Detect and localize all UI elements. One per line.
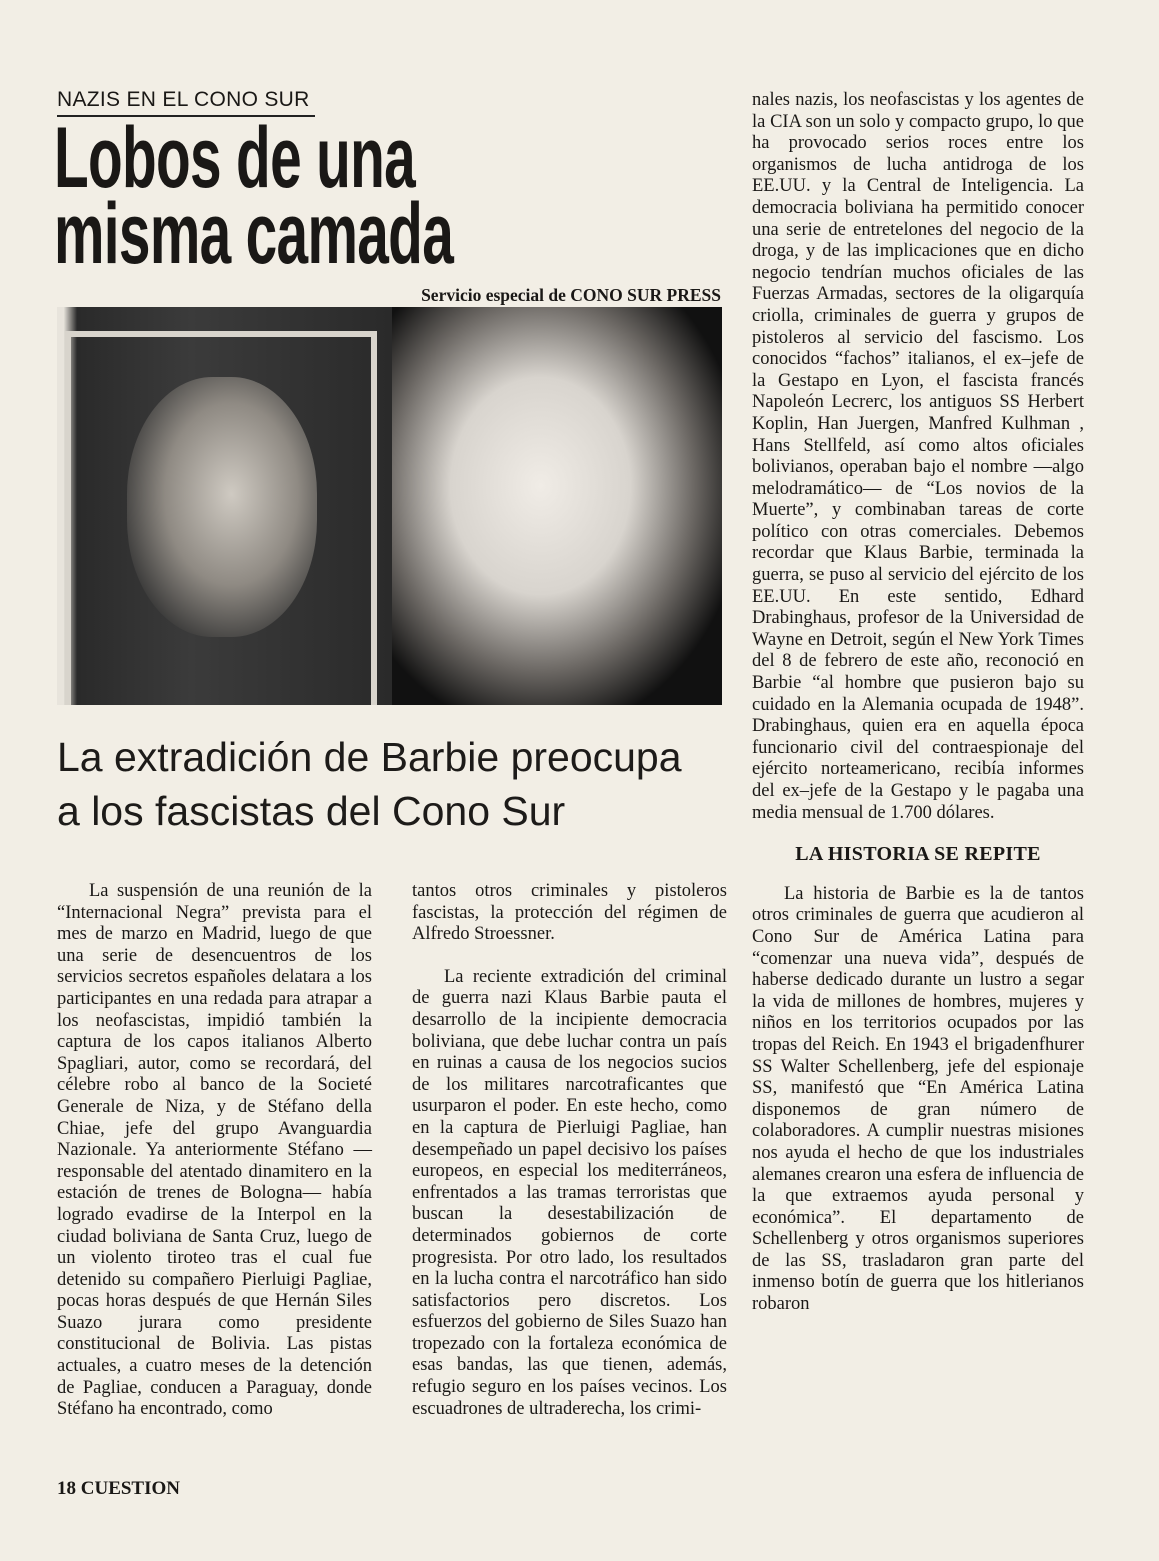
subheadline [57,730,682,838]
paragraph: La suspensión de una reunión de la “Internacional Negra” prevista para el mes de marzo en Madrid, luego de que una serie de desencuentros de los servicios secretos españoles delatara a los participantes en una redada para atrapar a los neofascistas, impidió también la captura de los capos italianos Alberto Spagliari, autor, como se recordará, del célebre robo al banco de la Societé Generale de Niza, y de Stéfano della Chiae, jefe del grupo Avanguardia Nazionale. Ya anteriormente Stéfano — responsable del atentado dinamitero en la estación de trenes de Bologna— había logrado evadirse de la Interpol en la ciudad boliviana de Santa Cruz, luego de un violento tiroteo tras el cual fue detenido su compañero Pierluigi Pagliae, pocas horas después de que Hernán Siles Suazo jurara como presidente constitucional de Bolivia. Las pistas actuales, a cuatro meses de la detención de Pagliae, conducen a Paraguay, donde Stéfano ha encontrado, como [57,881,372,1420]
photo-young-man [57,307,392,705]
subheadline-line-1: La extradición de Barbie preocupa [57,734,682,780]
column-2 [412,881,727,1420]
byline-credit: Servicio especial de CONO SUR PRESS [421,285,721,305]
photo-older-man [392,307,722,705]
column-1 [57,881,372,1421]
section-heading: LA HISTORIA SE REPITE [795,843,1041,866]
paragraph: La historia de Barbie es la de tantos otros criminales de guerra que acudieron al Cono Sur de América Latina para “comenzar una nueva vida”, después de haberse dedicado durante un lustro a segar la vida de millones de hombres, mujeres y niños en los territorios ocupados por las tropas del Reich. En 1943 el brigadenfhurer SS Walter Schellenberg, jefe del espionaje SS, manifestó que “En América Latina disponemos de gran número de colaboradores. A cumplir nuestras misiones nos ayuda el hecho de que los industriales alemanes crearon una esfera de influencia de la que extraemos ayuda personal y económica”. El departamento de Schellenberg y otros organismos superiores de las SS, trasladaron gran parte del inmenso botín de guerra que los hitlerianos robaron [752,883,1084,1315]
section-kicker: NAZIS EN EL CONO SUR [57,88,315,117]
headline-line-2: misma camada [54,186,454,282]
paragraph: nales nazis, los neofascistas y los agentes de la CIA son un solo y compacto grupo, lo que ha provocado serios roces entre los organismos de lucha antidroga de los EE.UU. y la Central de Inteligencia. La democracia boliviana ha permitido conocer una serie de entretelones del negocio de la droga, y de las implicaciones que en dicho negocio tendrían muchos oficiales de las Fuerzas Armadas, sectores de la oligarquía criolla, criminales de guerra y grupos de pistoleros al servicio del fascismo. Los conocidos “fachos” italianos, el ex–jefe de la Gestapo en Lyon, el fascista francés Napoleón Lecrerc, los antiguos SS Herbert Koplin, Han Juergen, Manfred Kulhman , Hans Stellfeld, así como altos oficiales bolivianos, operaban bajo el nombre —algo melodramático— de “Los novios de la Muerte”, y combinaban tareas de corte político con otras comerciales. Debemos recordar que Klaus Barbie, terminada la guerra, se puso al servicio del ejército de los EE.UU. En este sentido, Edhard Drabinghaus, profesor de la Universidad de Wayne en Detroit, según el New York Times del 8 de febrero de este año, reconoció en Barbie “al hombre que pusieron bajo su cuidado en la Alemania ocupada de 1948”. Drabinghaus, quien era en aquella época funcionario civil del contraespionaje del ejército norteamericano, recibía informes del ex–jefe de la Gestapo y le pagaba una media mensual de 1.700 dólares. [752,90,1084,823]
column-3 [752,90,1084,1316]
paragraph: La reciente extradición del criminal de guerra nazi Klaus Barbie pauta el desarrollo de la incipiente democracia boliviana, que debe luchar contra un país en ruinas a causa de los negocios sucios de los militares narcotraficantes que usurparon el poder. En este hecho, como en la captura de Pierluigi Pagliae, han desempeñado un papel decisivo los países europeos, en especial los mediterráneos, enfrentados a las tramas terroristas que buscan la desestabilización de determinados gobiernos de corte progresista. Por otro lado, los resultados en la lucha contra el narcotráfico han sido satisfactorios pero discretos. Los esfuerzos del gobierno de Siles Suazo han tropezado con la fortaleza económica de esas bandas, las que tienen, además, refugio seguro en los países vecinos. Los escuadrones de ultraderecha, los crimi- [412,966,727,1419]
headline-line-1: Lobos de una [54,110,416,206]
paragraph: tantos otros criminales y pistoleros fascistas, la protección del régimen de Alfredo Stroessner. [412,881,727,945]
subheadline-line-2: a los fascistas del Cono Sur [57,788,566,834]
portrait-photos [57,307,722,705]
page-footer: 18 CUESTION [57,1478,180,1499]
headline [54,110,454,282]
